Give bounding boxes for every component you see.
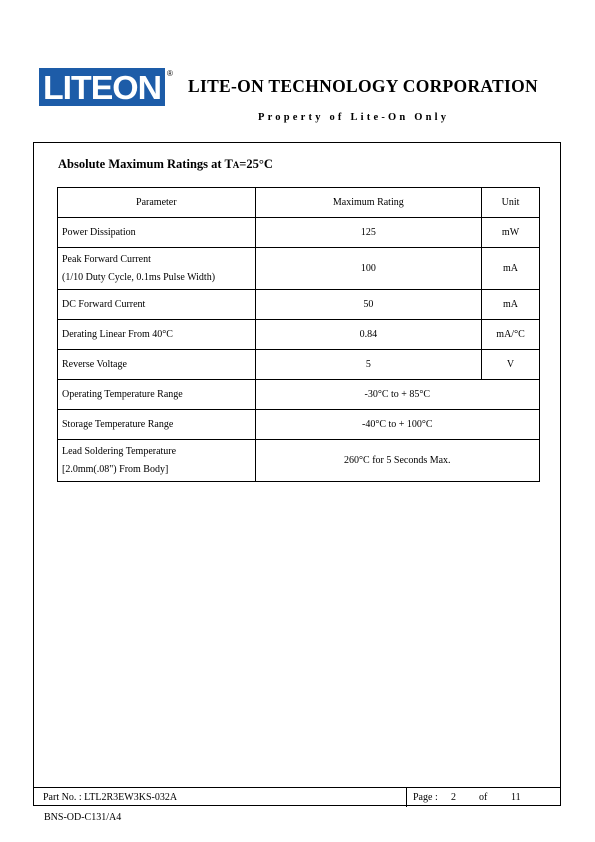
rating-cell: 0.84 xyxy=(255,320,481,350)
rating-cell: 100 xyxy=(255,248,481,290)
table-row xyxy=(58,410,540,440)
page-label: Page : xyxy=(413,792,438,803)
table-row xyxy=(58,218,540,248)
table-row xyxy=(58,440,540,482)
page-total: 11 xyxy=(511,792,521,803)
table-row xyxy=(58,350,540,380)
rating-cell: -30°C to + 85°C xyxy=(255,380,539,410)
header-max-rating: Maximum Rating xyxy=(255,188,481,218)
company-name: LITE-ON TECHNOLOGY CORPORATION xyxy=(188,76,538,96)
parameter-cell: Reverse Voltage xyxy=(58,350,256,380)
rating-cell: 5 xyxy=(255,350,481,380)
unit-cell: mA xyxy=(482,248,540,290)
liteon-logo xyxy=(39,68,175,106)
rating-cell: 50 xyxy=(255,290,481,320)
page-current: 2 xyxy=(451,792,456,803)
part-number: Part No. : LTL2R3EW3KS-032A xyxy=(43,792,178,803)
page-of: of xyxy=(479,792,488,803)
footer-divider xyxy=(406,788,407,807)
ratings-table xyxy=(57,187,540,482)
parameter-cell: DC Forward Current xyxy=(58,290,256,320)
table-row xyxy=(58,320,540,350)
parameter-cell: Peak Forward Current (1/10 Duty Cycle, 0.1ms Pulse Width) xyxy=(58,248,256,290)
parameter-cell: Lead Soldering Temperature [2.0mm(.08") From Body] xyxy=(58,440,256,482)
logo-text: LITEON xyxy=(43,69,161,106)
page-indicator xyxy=(413,792,521,803)
rating-cell: 125 xyxy=(255,218,481,248)
parameter-cell: Operating Temperature Range xyxy=(58,380,256,410)
table-row xyxy=(58,290,540,320)
document-code: BNS-OD-C131/A4 xyxy=(44,812,122,823)
table-row xyxy=(58,248,540,290)
property-note: Property of Lite-On Only xyxy=(258,112,450,123)
unit-cell: mA xyxy=(482,290,540,320)
parameter-cell: Storage Temperature Range xyxy=(58,410,256,440)
table-header-row xyxy=(58,188,540,218)
unit-cell: V xyxy=(482,350,540,380)
header-unit: Unit xyxy=(482,188,540,218)
section-title: Absolute Maximum Ratings at TA=25°C xyxy=(58,157,273,171)
unit-cell: mW xyxy=(482,218,540,248)
unit-cell: mA/°C xyxy=(482,320,540,350)
registered-mark: ® xyxy=(167,69,173,78)
page-footer xyxy=(33,787,561,807)
rating-cell: -40°C to + 100°C xyxy=(255,410,539,440)
parameter-cell: Power Dissipation xyxy=(58,218,256,248)
parameter-cell: Derating Linear From 40°C xyxy=(58,320,256,350)
table-row xyxy=(58,380,540,410)
rating-cell: 260°C for 5 Seconds Max. xyxy=(255,440,539,482)
header-parameter: Parameter xyxy=(58,188,256,218)
